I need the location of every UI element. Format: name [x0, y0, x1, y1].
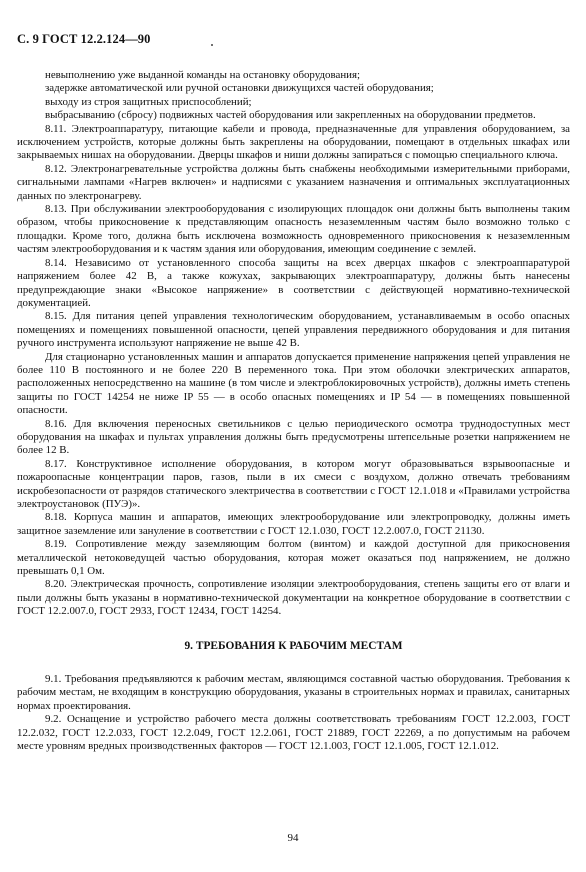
paragraph: выбрасыванию (сбросу) подвижных частей оборудования или закрепленных на оборудовании предметов. [45, 109, 536, 122]
paragraph: выходу из строя защитных приспособлений; [45, 95, 252, 108]
paragraph: 8.12. Электронагревательные устройства должны быть снабжены необходимыми измерительными приборами, сигнальными лампами «Нагрев включен» и надписями с указанием назначения и оптимальных эксплуатационных данных по электронагреву. [17, 162, 570, 202]
scan-speck [211, 44, 213, 46]
paragraph: 8.11. Электроаппаратуру, питающие кабели и провода, предназначенные для управления оборудованием, за исключением устройств, которые должны быть закреплены на оборудовании, помещают в отдельных шкафах или закрываемых нишах на оборудовании. Дверцы шкафов и ниши должны запираться с помощью специального ключа. [17, 122, 570, 162]
paragraph: задержке автоматической или ручной остановки движущихся частей оборудования; [45, 82, 434, 95]
paragraph: 8.14. Независимо от установленного способа защиты на всех дверцах шкафов с электроаппаратурой напряжением более 42 В, а также кожухах, закрывающих электроаппаратуру, должны быть нанесены предупреждающие знаки «Высокое напряжение» в соответствии с действующей нормативно-технической документацией. [17, 256, 570, 309]
paragraph: 8.20. Электрическая прочность, сопротивление изоляции электрооборудования, степень защиты его от влаги и пыли должны быть указаны в нормативно-технической документации на конкретное оборудование в соответствии с ГОСТ 12.2.007.0, ГОСТ 2933, ГОСТ 12434, ГОСТ 14254. [17, 578, 570, 618]
page-number: 94 [287, 832, 299, 844]
paragraph: 8.19. Сопротивление между заземляющим болтом (винтом) и каждой доступной для прикосновения металлической нетоковедущей частью оборудования, которая может оказаться под напряжением, не должно превышать 0,1 Ом. [17, 538, 570, 578]
paragraph: Для стационарно установленных машин и аппаратов допускается применение напряжения цепей управления не более 110 В постоянного и не более 220 В переменного тока. При этом оболочки электрических аппаратов, расположенных непосредственно на машине (в том числе и электроблокировочных устройств), должны иметь степень защиты по ГОСТ 14254 не ниже IP 55 — в особо опасных помещениях и IP 54 — в помещениях повышенной опасности. [17, 350, 570, 417]
paragraph: 8.13. При обслуживании электрооборудования с изолирующих площадок они должны быть выполнены таким образом, чтобы прикосновение к представляющим опасность незаземленным частям было возможно только с площадки. Кроме того, должна быть исключена возможность одновременного прикосновения к незаземленным частям электрооборудования и к частям здания или оборудования, имеющим соединение с землей. [17, 203, 570, 256]
document-body [17, 69, 570, 754]
paragraph: невыполнению уже выданной команды на остановку оборудования; [45, 69, 361, 81]
paragraph: 8.18. Корпуса машин и аппаратов, имеющих электрооборудование или электропроводку, должны иметь защитное заземление или зануление в соответствии с ГОСТ 12.1.030, ГОСТ 12.2.007.0, ГОСТ 21130. [17, 511, 570, 537]
page-header: С. 9 ГОСТ 12.2.124—90 [17, 32, 151, 46]
section-title: 9. ТРЕБОВАНИЯ К РАБОЧИМ МЕСТАМ [184, 639, 403, 652]
paragraph: 9.2. Оснащение и устройство рабочего места должны соответствовать требованиям ГОСТ 12.2.003, ГОСТ 12.2.032, ГОСТ 12.2.033, ГОСТ 12.2.049, ГОСТ 12.2.061, ГОСТ 21889, ГОСТ 22269, а по допустимым на рабочем месте уровням вредных производственных факторов — ГОСТ 12.1.003, ГОСТ 12.1.005, ГОСТ 12.1.012. [17, 713, 570, 753]
paragraph: 8.15. Для питания цепей управления технологическим оборудованием, устанавливаемым в особо опасных помещениях и помещениях повышенной опасности, цепей управления передвижного оборудования и для питания ручного инструмента используют напряжение не выше 42 В. [17, 310, 570, 350]
paragraph: 9.1. Требования предъявляются к рабочим местам, являющимся составной частью оборудования. Требования к рабочим местам, не входящим в конструкцию оборудования, указаны в строительных нормах и правилах, санитарных нормах проектирования. [17, 673, 570, 712]
paragraph: 8.16. Для включения переносных светильников с целью периодического осмотра труднодоступных мест оборудования на шкафах и пультах управления должны быть предусмотрены штепсельные розетки напряжением не более 12 В. [17, 417, 570, 457]
paragraph: 8.17. Конструктивное исполнение оборудования, в котором могут образовываться взрывоопасные и пожароопасные концентрации паров, газов, пыли в их смеси с воздухом, должно отвечать требованиям искробезопасности от разрядов статического электричества в соответствии с ГОСТ 12.1.018 и «Правилами устройства электроустановок (ПУЭ)». [17, 457, 570, 510]
